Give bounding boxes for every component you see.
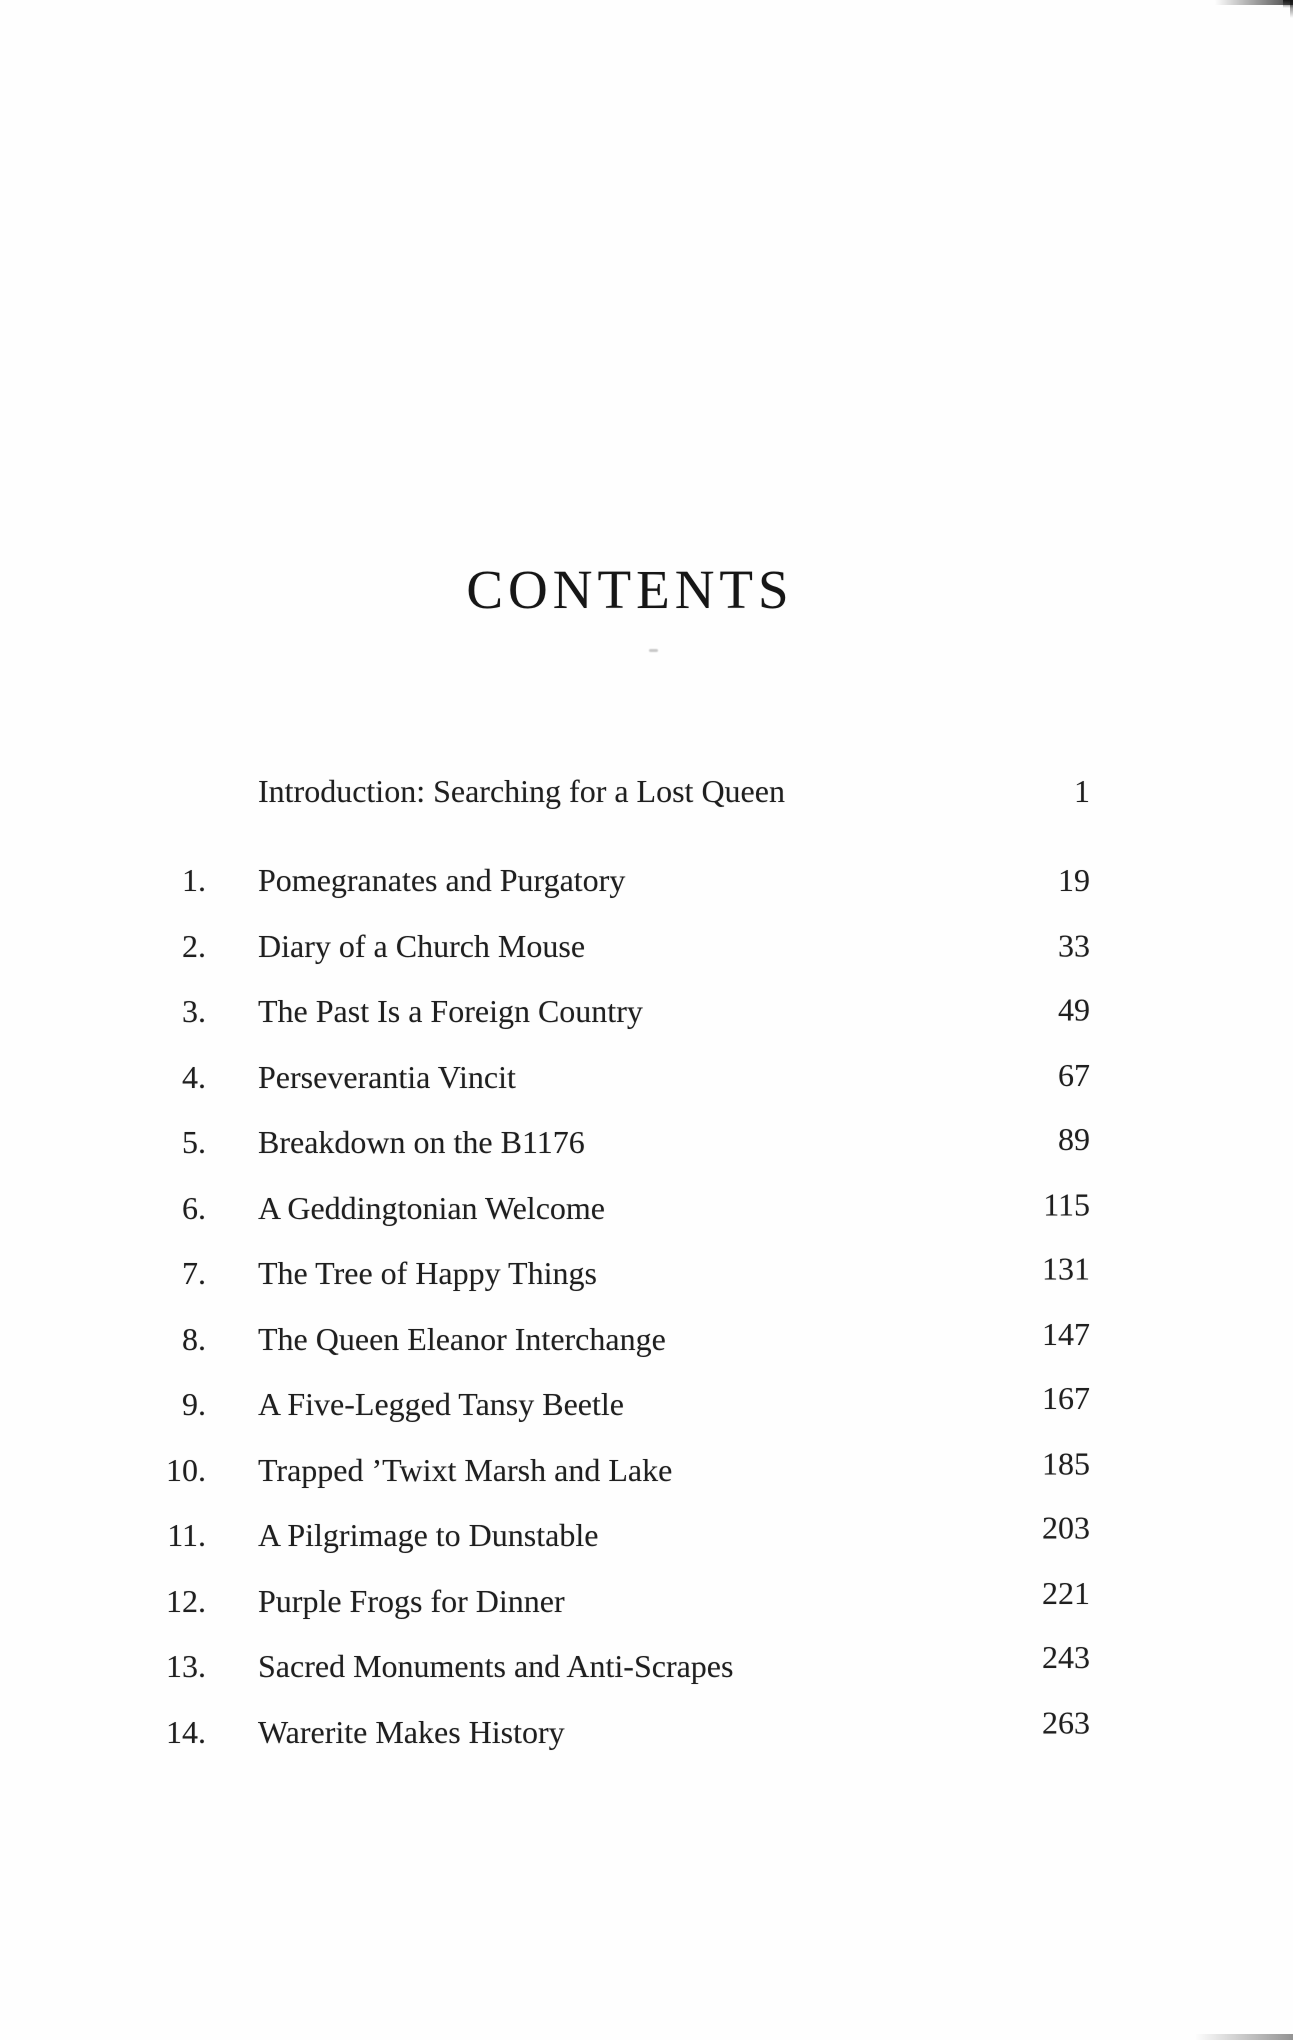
toc-intro-row — [150, 771, 1090, 811]
chapter-title: Pomegranates and Purgatory — [258, 862, 626, 898]
chapter-page-number: 185 — [1042, 1444, 1090, 1481]
chapter-number: 3. — [182, 993, 206, 1029]
toc-row — [150, 860, 1090, 926]
chapter-page-number: 67 — [1058, 1056, 1090, 1093]
scan-speck — [649, 649, 658, 652]
chapter-page-number: 19 — [1058, 862, 1090, 898]
chapter-number: 5. — [182, 1124, 206, 1160]
chapter-page-number: 147 — [1042, 1315, 1090, 1352]
chapter-number: 6. — [182, 1189, 206, 1226]
intro-page-number: 1 — [1074, 773, 1090, 809]
chapter-title: A Geddingtonian Welcome — [258, 1189, 605, 1226]
chapter-page-number: 243 — [1042, 1639, 1090, 1675]
toc-row — [150, 1509, 1090, 1581]
chapter-title: The Tree of Happy Things — [258, 1255, 597, 1291]
chapter-page-number: 167 — [1042, 1380, 1090, 1416]
chapter-title: Purple Frogs for Dinner — [258, 1582, 565, 1619]
chapter-page-number: 33 — [1058, 926, 1090, 963]
page-title: CONTENTS — [466, 558, 794, 620]
chapter-title: Trapped ’Twixt Marsh and Lake — [258, 1451, 673, 1488]
chapter-number: 12. — [166, 1582, 206, 1619]
chapter-title: Perseverantia Vincit — [258, 1058, 516, 1095]
toc-row — [150, 1574, 1090, 1647]
toc-row — [150, 1444, 1090, 1516]
chapter-number: 11. — [167, 1517, 206, 1553]
chapter-title: Breakdown on the B1176 — [258, 1124, 585, 1160]
chapter-number: 8. — [182, 1320, 206, 1357]
chapter-title: A Five-Legged Tansy Beetle — [258, 1386, 624, 1422]
chapter-page-number: 221 — [1042, 1574, 1090, 1611]
toc-row — [150, 1703, 1090, 1778]
toc-row — [150, 1057, 1090, 1123]
chapter-title: Sacred Monuments and Anti-Scrapes — [258, 1648, 734, 1684]
toc-row — [150, 1380, 1090, 1450]
toc-row — [150, 1250, 1090, 1319]
scan-edge-bottom-right — [1195, 2034, 1293, 2040]
chapter-title: Warerite Makes History — [258, 1713, 565, 1750]
chapter-number: 9. — [182, 1386, 206, 1422]
chapter-number: 13. — [166, 1648, 206, 1684]
chapter-page-number: 203 — [1042, 1509, 1090, 1546]
chapter-title: Diary of a Church Mouse — [258, 927, 586, 964]
chapter-page-number: 115 — [1043, 1185, 1090, 1222]
chapter-number: 4. — [182, 1058, 206, 1095]
toc-list — [150, 860, 1090, 1777]
chapter-page-number: 89 — [1058, 1121, 1090, 1157]
toc-row — [150, 926, 1090, 992]
chapter-number: 7. — [182, 1255, 206, 1291]
chapter-page-number: 49 — [1058, 991, 1090, 1028]
chapter-number: 2. — [182, 927, 206, 964]
chapter-number: 10. — [166, 1451, 206, 1488]
chapter-title: The Past Is a Foreign Country — [258, 993, 643, 1029]
chapter-page-number: 263 — [1042, 1703, 1090, 1740]
toc-row — [150, 1122, 1090, 1188]
toc-row — [150, 1639, 1090, 1712]
chapter-title: A Pilgrimage to Dunstable — [258, 1517, 599, 1553]
chapter-page-number: 131 — [1042, 1250, 1090, 1287]
intro-title: Introduction: Searching for a Lost Queen — [258, 773, 785, 809]
scan-edge-top-right — [1215, 0, 1293, 5]
chapter-number: 14. — [166, 1713, 206, 1750]
toc-row — [150, 1185, 1090, 1254]
toc-row — [150, 991, 1090, 1057]
toc-row — [150, 1315, 1090, 1385]
chapter-number: 1. — [182, 862, 206, 898]
chapter-title: The Queen Eleanor Interchange — [258, 1320, 666, 1357]
